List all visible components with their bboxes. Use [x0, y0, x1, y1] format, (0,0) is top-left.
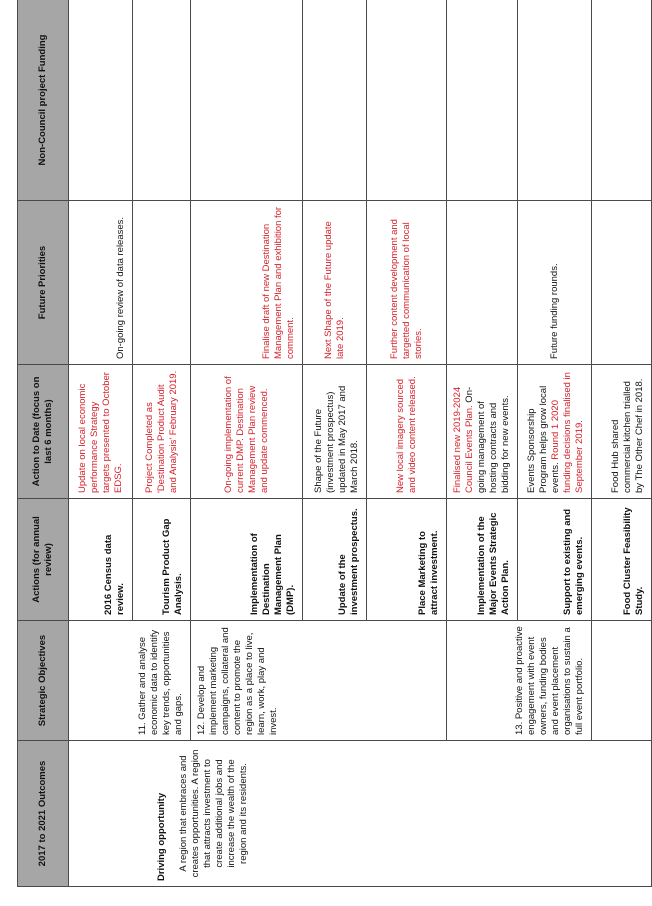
future-black: On-going review of data releases. [115, 216, 126, 359]
funding-cell [367, 0, 447, 201]
funding-cell [303, 0, 367, 201]
to-date-red: Project Completed as 'Destination Product Audit and Analysis' February 2019. [143, 370, 179, 493]
future-red: Next Shape of the Future update late 2019. [322, 221, 346, 359]
action-cell: Support to existing and emerging events. [518, 499, 592, 621]
action-cell: Place Marketing to attract investment. [367, 499, 447, 621]
header-action-to-date: Action to Date (focus on last 6 months) [18, 365, 69, 499]
action-to-date-cell [447, 365, 518, 499]
objective-12: 12. Develop and implement marketing campaigns, collateral and content to promote the region as a place to live, learn, work, play and invest. [191, 621, 447, 741]
header-actions: Actions (for annual review) [18, 499, 69, 621]
action-plan-table [17, 0, 652, 887]
action-to-date-cell [191, 365, 303, 499]
future-red: Finalise draft of new Destination Management Plan and exhibition for comment. [261, 206, 296, 359]
future-priorities-cell [303, 201, 367, 365]
action-to-date-cell [367, 365, 447, 499]
objective-13: 13. Positive and proactive engagement with event owners, funding bodies and event placement organisations to sustain a full event portfolio. [447, 621, 592, 741]
action-cell: Update of the investment prospectus. [303, 499, 367, 621]
to-date-red: On-going implementation of current DMP. Destination Management Plan review and update commenced. [222, 376, 270, 493]
table-row [69, 0, 133, 887]
future-priorities-cell [592, 201, 652, 365]
to-date-red: Finalised new 2019-2024 Council Events Plan. [452, 386, 475, 493]
to-date-black: Events Sponsorship Program helps grow local events. [526, 385, 561, 493]
action-cell: 2016 Census data review. [69, 499, 133, 621]
to-date-red: Round 1 2020 funding decisions finalised in September 2019. [550, 372, 585, 493]
future-black: Future funding rounds. [548, 263, 560, 359]
action-to-date-cell [303, 365, 367, 499]
funding-cell [518, 0, 592, 201]
to-date-red: New local imagery sourced and video content released. [394, 376, 418, 493]
future-priorities-cell [191, 201, 303, 365]
future-priorities-cell [518, 201, 592, 365]
to-date-red: Update on local economic performance Strategy targets presented to October EDSG. [76, 372, 124, 493]
action-to-date-cell [592, 365, 652, 499]
action-to-date-cell [518, 365, 592, 499]
outcome-description: A region that embraces and creates opportunities. A region that attracts investment to create additional jobs and increase the wealth of the region and its residents. [178, 749, 249, 878]
to-date-black: Food Hub shared commercial kitchen trialled by The Other Chef in 2018. [610, 378, 645, 493]
outcome-title: Driving opportunity [156, 792, 167, 881]
future-red: Further content development and targetted communication of local stories. [388, 219, 424, 359]
outcome-cell [69, 741, 652, 887]
future-priorities-cell [367, 201, 447, 365]
to-date-black: Shape of the Future (investment prospectus) updated in May 2017 and March 2018. [313, 385, 360, 493]
funding-cell [191, 0, 303, 201]
action-cell: Food Cluster Feasibility Study. [592, 499, 652, 621]
objective-11: 11. Gather and analyse economic data to identify key trends, opportunities and gaps. [69, 621, 191, 741]
action-to-date-cell [133, 365, 191, 499]
funding-cell [447, 0, 518, 201]
action-cell: Tourism Product Gap Analysis. [133, 499, 191, 621]
future-priorities-cell [447, 201, 518, 365]
to-date-black: On-going management of hosting contracts and bidding for new events. [464, 386, 511, 493]
header-outcomes: 2017 to 2021 Outcomes [18, 741, 69, 887]
funding-cell [69, 0, 133, 201]
header-funding: Non-Council project Funding [18, 0, 69, 201]
funding-cell [592, 0, 652, 201]
header-future-priorities: Future Priorities [18, 201, 69, 365]
action-to-date-cell [69, 365, 133, 499]
header-row [18, 0, 69, 887]
future-priorities-cell [69, 201, 133, 365]
objective-empty [592, 621, 652, 741]
header-objectives: Strategic Objectives [18, 621, 69, 741]
action-cell: Implementation of the Major Events Strategic Action Plan. [447, 499, 518, 621]
future-priorities-cell [133, 201, 191, 365]
funding-cell [133, 0, 191, 201]
action-cell: Implementation of Destination Management Plan (DMP). [191, 499, 303, 621]
